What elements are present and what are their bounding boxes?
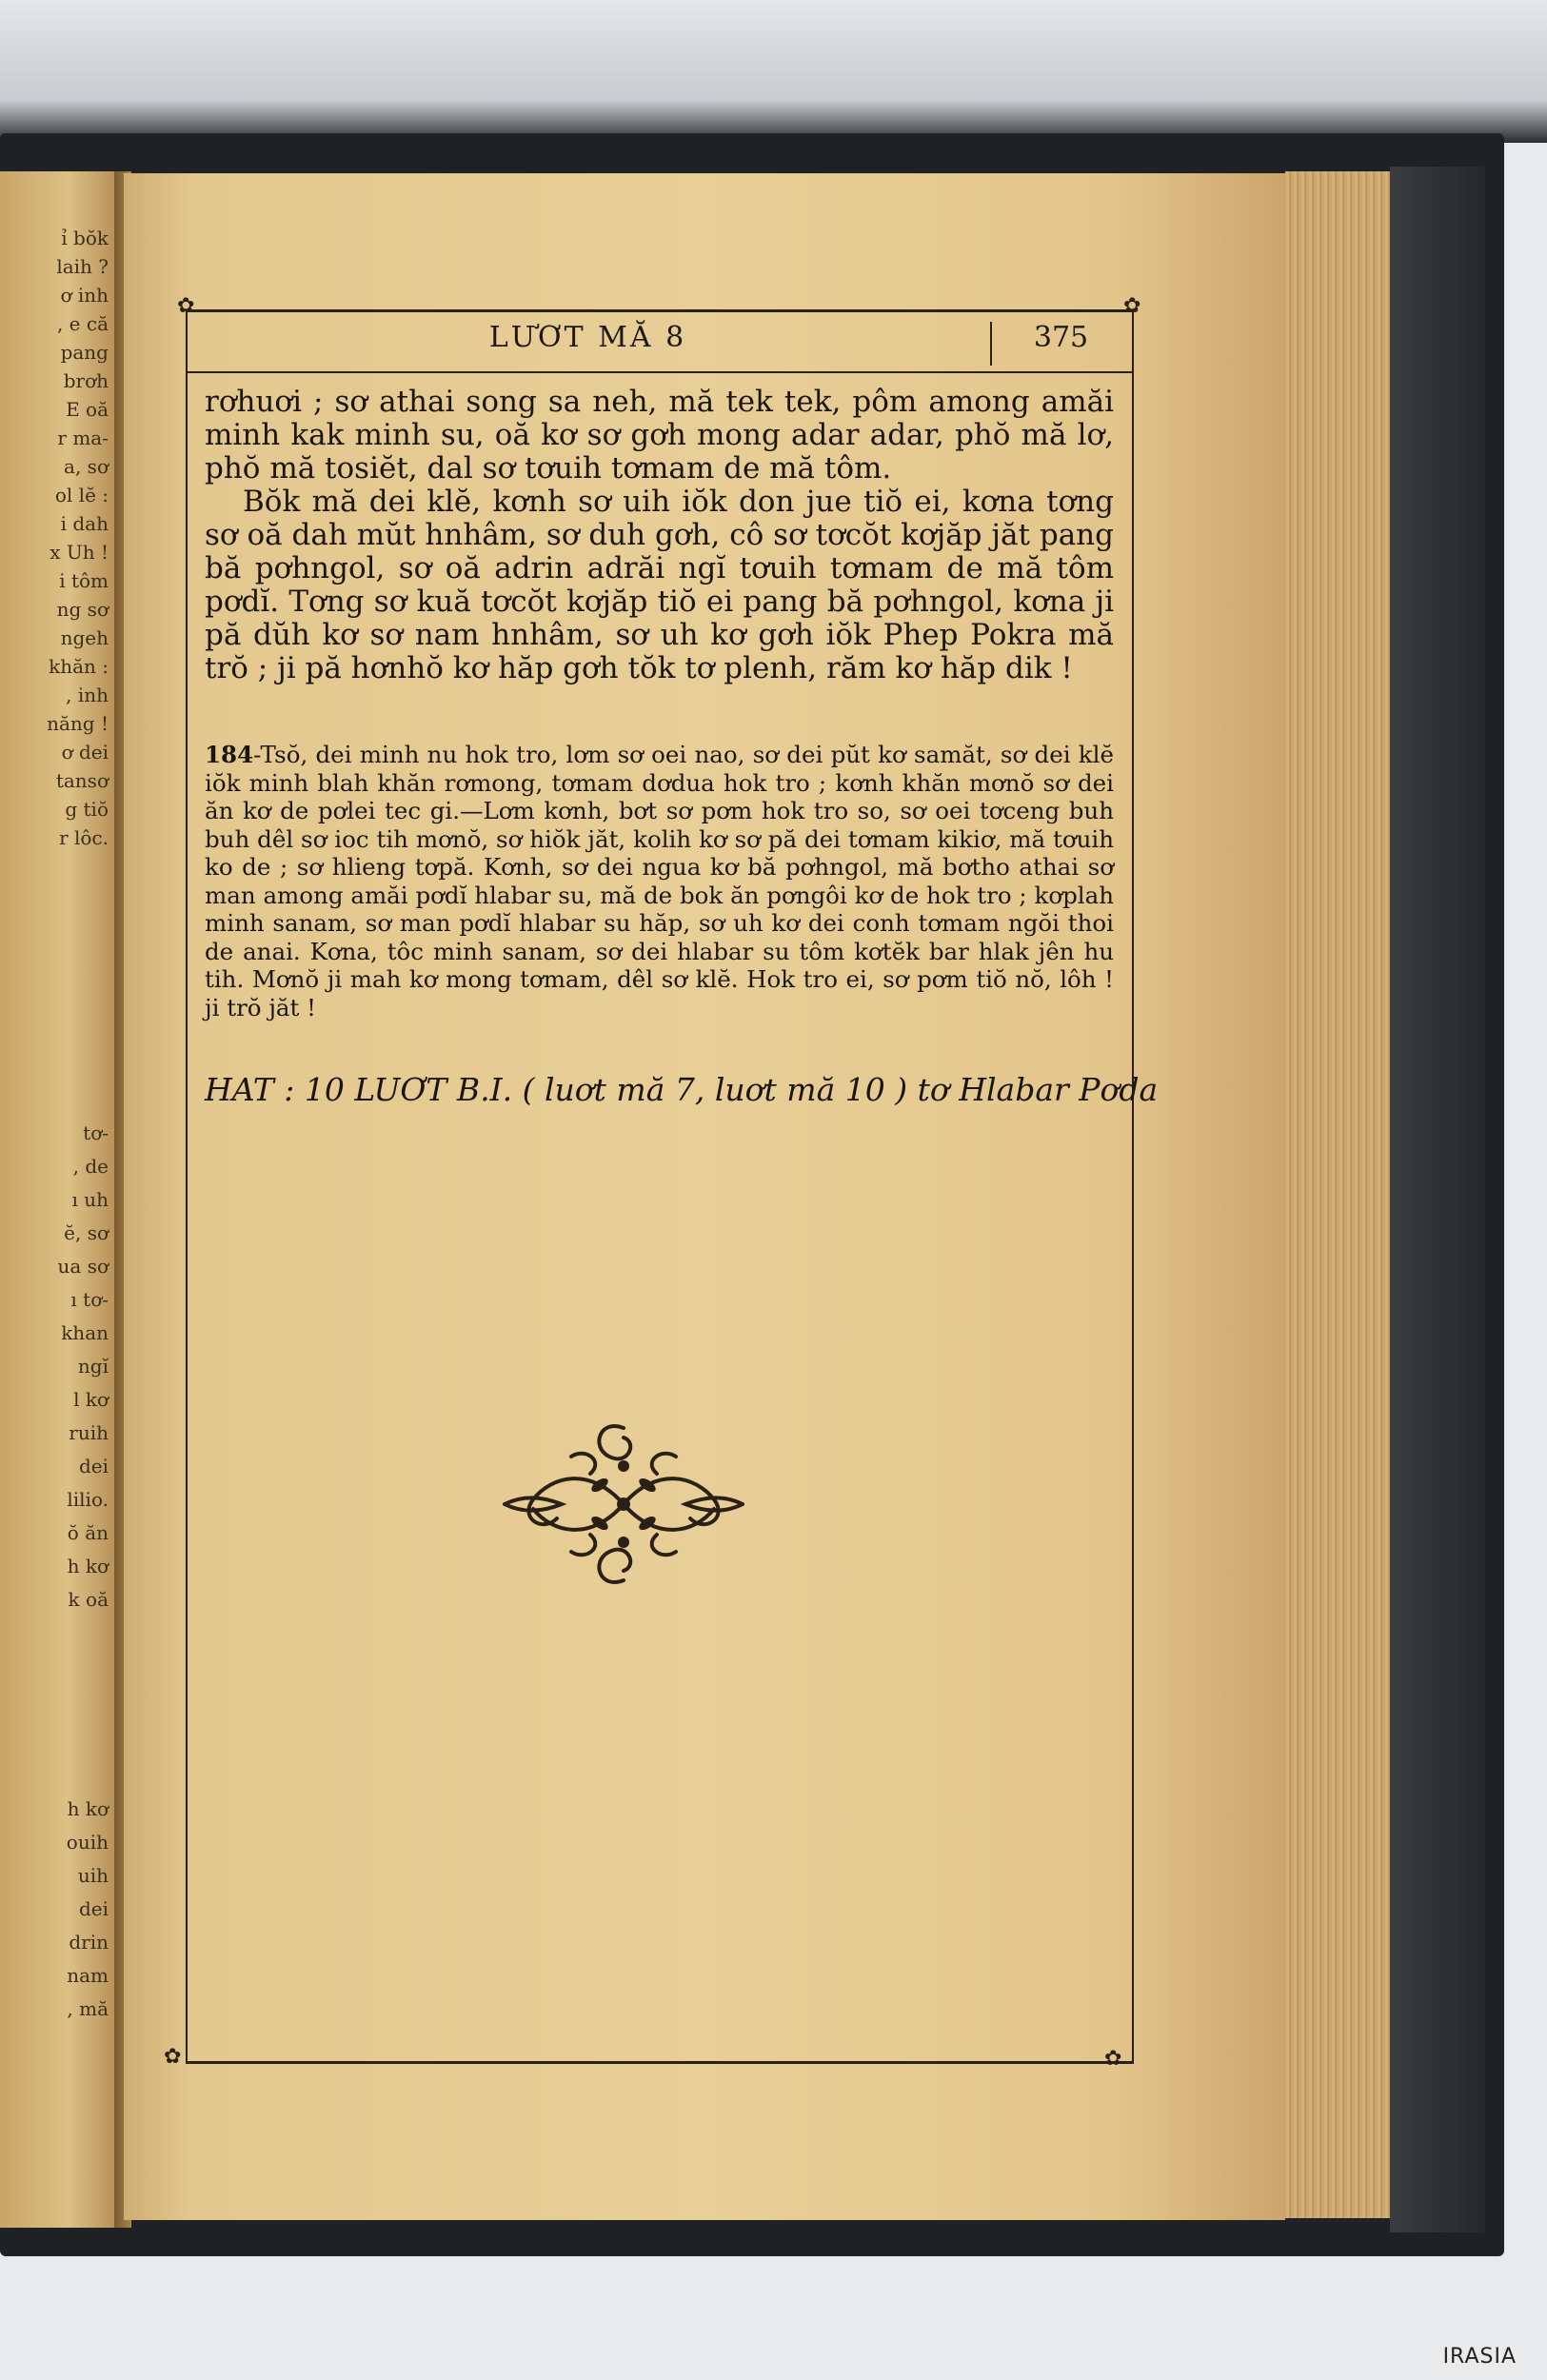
left-page-fragment: i dah	[60, 512, 109, 535]
left-page-fragment: drin	[69, 1931, 109, 1954]
left-page-fragment: , e că	[56, 312, 109, 335]
left-page-fragment: tơ-	[83, 1121, 109, 1144]
left-page-fragment: x Uh !	[50, 541, 109, 564]
left-page-fragment: g tiŏ	[65, 798, 109, 821]
left-page-fragment: ı uh	[71, 1188, 109, 1211]
left-page-fragment: h kơ	[67, 1555, 109, 1577]
paragraph: rơhuơi ; sơ athai song sa neh, mă tek tek, pôm among amăi minh kak minh su, oă kơ sơ gơh mong adar adar, phŏ mă lơ, phŏ mă tosiĕt, dal sơ tơuih tơmam de mă tôm.	[205, 385, 1114, 486]
left-page-fragment: ỉ bŏk	[61, 227, 109, 249]
left-page-fragment: ŏ ăn	[67, 1521, 109, 1544]
left-page-fragment: ouih	[66, 1831, 109, 1854]
left-page-fragment: ı tơ-	[70, 1288, 109, 1311]
body-text	[205, 386, 1114, 685]
left-page-fragment: tansơ	[55, 769, 109, 792]
left-page-fragment: nam	[67, 1964, 109, 1987]
corner-ornament-icon: ✿	[177, 294, 195, 318]
left-page-fragment: uih	[77, 1864, 109, 1887]
left-page-fragment: h kơ	[67, 1797, 109, 1820]
top-rule	[186, 309, 1134, 312]
left-page-fragment: i tôm	[59, 569, 109, 592]
left-page-fragment: , inh	[66, 684, 109, 706]
left-page-fragment: ua sơ	[57, 1255, 109, 1278]
left-page-fragment: laih ?	[56, 255, 109, 278]
section-number: 184	[205, 741, 254, 768]
left-page-fragment: dei	[78, 1455, 109, 1478]
left-page-fragment: ruih	[69, 1421, 109, 1444]
left-page-fragment: khan	[61, 1321, 109, 1344]
scripture-reference: HAT : 10 LUƠT B.I. ( luơt mă 7, luơt mă 10 ) tơ Hlabar Pơda	[205, 1071, 1159, 1108]
left-page-fragment: dei	[78, 1897, 109, 1920]
section-text: -Tsŏ, dei minh nu hok tro, lơm sơ oei nao, sơ dei pŭt kơ samăt, sơ dei klĕ iŏk minh blah khăn rơmong, tơmam dơdua hok tro ; kơnh khăn mơnŏ sơ dei ăn kơ de pơlei tec gi.—Lơm kơnh, bơt sơ pơm hok tro so, sơ oei tơceng buh buh dêl sơ ioc tih mơnŏ, sơ hiŏk jăt, kolih kơ sơ pă dei tơmam kikiơ, mă tơuih ko de ; sơ hlieng tơpă. Kơnh, sơ dei ngua kơ bă pơhngol, mă bơtho athai sơ man among amăi pơdĭ hlabar su, mă de bok ăn pơngôi kơ de hok tro ; kơplah minh sanam, sơ man pơdĭ hlabar su hăp, sơ uh kơ dei conh tơmam ngŏi thoi de anai. Kơna, tôc minh sanam, sơ dei hlabar su tôm kơtĕk bar hlak jên hu tih. Mơnŏ ji mah kơ mong tơmam, dêl sơ klĕ. Hok tro ei, sơ pơm tiŏ nŏ, lôh ! ji trŏ jăt !	[205, 741, 1114, 1021]
left-page-fragment: k oă	[68, 1588, 109, 1611]
left-page-fragment: brơh	[63, 369, 109, 392]
left-page-fragment: ĕ, sơ	[64, 1221, 109, 1244]
left-page-fragment: năng !	[47, 712, 109, 735]
numbered-section	[205, 741, 1114, 1021]
left-page-fragment: lilio.	[67, 1488, 109, 1511]
left-page-fragment: r lôc.	[59, 826, 109, 849]
left-page-fragment: a, sơ	[64, 455, 109, 478]
left-page-fragment: ơ dei	[61, 741, 109, 764]
left-page-fragment: l kơ	[73, 1388, 109, 1411]
running-title: LƯƠT MĂ 8	[488, 321, 687, 354]
left-page-fragment: pang	[60, 341, 109, 364]
corner-ornament-icon: ✿	[1123, 294, 1141, 318]
left-page-fragment: , de	[72, 1155, 109, 1178]
watermark: IRASIA	[1442, 2345, 1517, 2369]
left-page-fragment: ngĭ	[77, 1355, 109, 1378]
left-page-fragment: , mă	[67, 1997, 109, 2020]
page-number: 375	[1033, 321, 1089, 354]
left-page-fragment: E oă	[66, 398, 109, 421]
corner-ornament-icon: ✿	[1104, 2047, 1122, 2071]
left-page-fragment: ol lĕ :	[54, 484, 109, 506]
left-page-fragment: r ma-	[57, 426, 109, 449]
cover-edge	[1390, 167, 1485, 2232]
left-page-fragment: ơ inh	[60, 284, 109, 307]
flourish-ornament-icon	[495, 1409, 752, 1599]
scanner-background	[0, 0, 1547, 143]
left-page	[0, 171, 114, 2228]
corner-ornament-icon: ✿	[164, 2045, 182, 2069]
left-page-fragment: ng sơ	[56, 598, 109, 621]
left-page-fragment: ngeh	[60, 626, 109, 649]
left-page-fragment: khăn :	[49, 655, 109, 678]
header-rule	[186, 371, 1134, 373]
paragraph: Bŏk mă dei klĕ, kơnh sơ uih iŏk don jue tiŏ ei, kơna tơng sơ oă dah mŭt hnhâm, sơ duh gơh, cô sơ tơcŏt kơjăp jăt pang bă pơhngol, sơ oă adrin adrăi ngĭ tơuih tơmam de mă tôm pơdĭ. Tơng sơ kuă tơcŏt kơjăp tiŏ ei pang bă pơhngol, kơna ji pă dŭh kơ sơ nam hnhâm, sơ uh kơ gơh iŏk Phep Pokra mă trŏ ; ji pă hơnhŏ kơ hăp gơh tŏk tơ plenh, răm kơ hăp dik !	[205, 485, 1114, 685]
page-edges	[1285, 171, 1390, 2218]
